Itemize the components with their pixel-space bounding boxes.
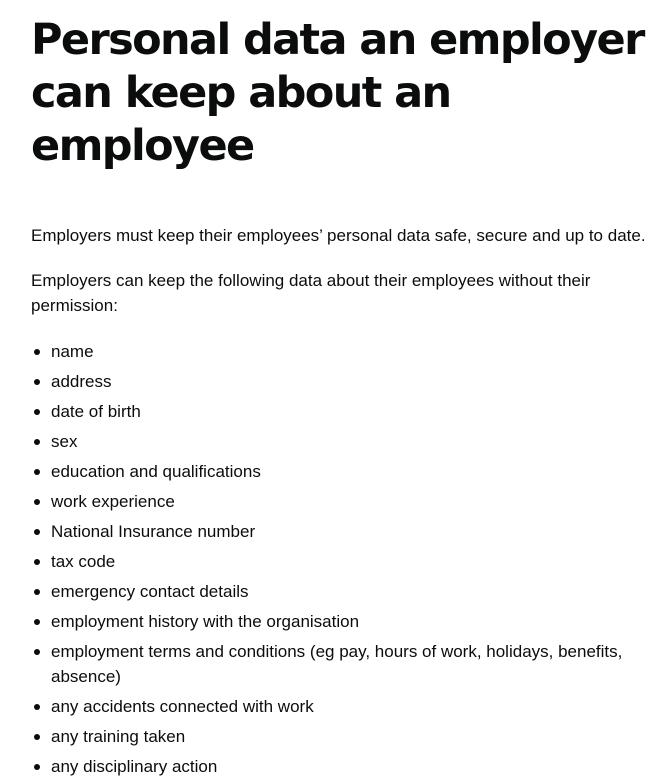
list-item-label: date of birth xyxy=(51,402,141,421)
personal-data-list xyxy=(31,339,646,779)
list-item-label: education and qualifications xyxy=(51,462,261,481)
list-item xyxy=(31,694,646,719)
list-item-label: sex xyxy=(51,432,78,451)
list-item-highlighted xyxy=(31,429,646,454)
permission-paragraph: Employers can keep the following data about their employees without their permission: xyxy=(31,271,591,315)
list-item xyxy=(31,459,646,484)
list-item-label: tax code xyxy=(51,552,116,571)
list-item xyxy=(31,369,646,394)
intro-paragraph: Employers must keep their employees’ personal data safe, secure and up to date. xyxy=(31,226,646,245)
list-item-label: name xyxy=(51,342,94,361)
list-item xyxy=(31,639,646,689)
list-item xyxy=(31,489,646,514)
list-item xyxy=(31,549,646,574)
list-item xyxy=(31,754,646,779)
list-item-label: emergency contact details xyxy=(51,582,249,601)
list-item-label: any disciplinary action xyxy=(51,757,218,776)
list-item-label: employment terms and conditions (eg pay, hours of work, holidays, benefits, absence) xyxy=(51,642,623,686)
list-item xyxy=(31,339,646,364)
page-title: Personal data an employer can keep about an employee xyxy=(31,15,644,171)
list-item xyxy=(31,609,646,634)
list-item xyxy=(31,724,646,749)
list-item-label: address xyxy=(51,372,112,391)
list-item-label: any training taken xyxy=(51,727,186,746)
list-item xyxy=(31,399,646,424)
list-item-label: National Insurance number xyxy=(51,522,256,541)
list-item xyxy=(31,519,646,544)
list-item-label: work experience xyxy=(51,492,175,511)
list-item xyxy=(31,579,646,604)
list-item-label: any accidents connected with work xyxy=(51,697,314,716)
list-item-label: employment history with the organisation xyxy=(51,612,360,631)
